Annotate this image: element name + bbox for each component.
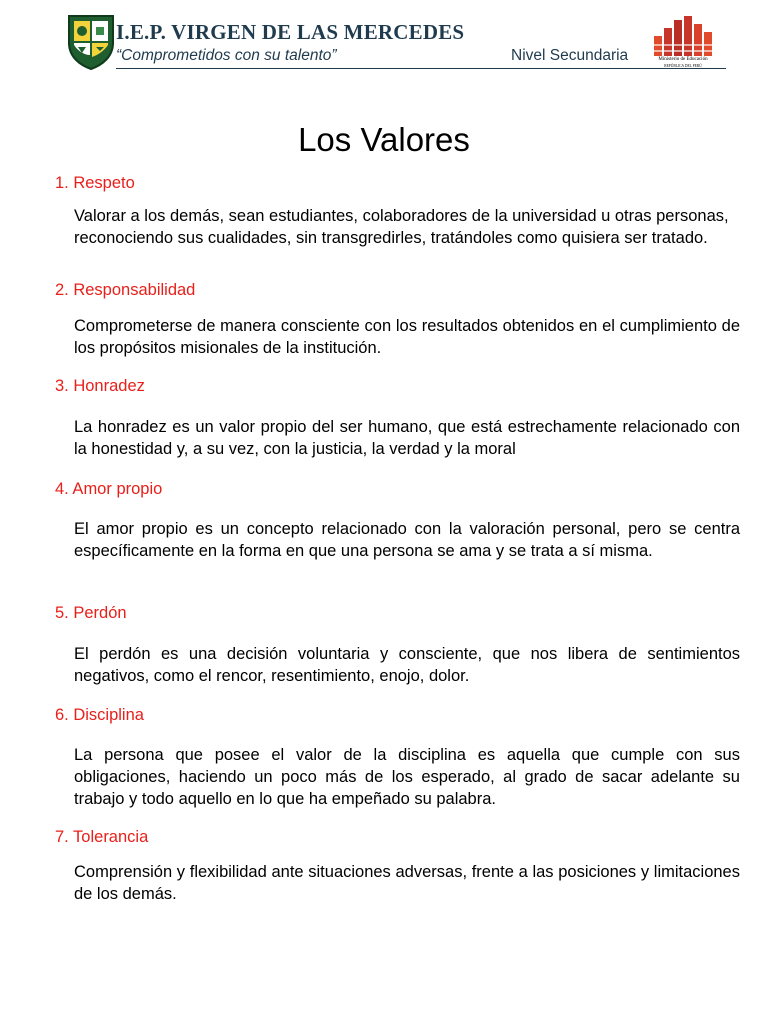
- section-heading-responsabilidad: 2. Responsabilidad: [55, 281, 196, 299]
- section-heading-amor-propio: 4. Amor propio: [55, 480, 163, 498]
- education-level: Nivel Secundaria: [511, 47, 629, 64]
- section-heading-perdon: 5. Perdón: [55, 604, 127, 622]
- section-heading-respeto: 1. Respeto: [55, 174, 135, 192]
- section-text-respeto: Valorar a los demás, sean estudiantes, colaboradores de la universidad u otras personas, reconociendo sus cualidades, sin transgredirles, tratándoles como quisiera ser tratado.: [74, 207, 729, 247]
- section-text-responsabilidad: Comprometerse de manera consciente con los resultados obtenidos en el cumplimiento de los propósitos misionales de la institución.: [74, 317, 740, 357]
- section-text-amor-propio: El amor propio es un concepto relacionado con la valoración personal, pero se centra específicamente en la forma en que una persona se ama y se trata a sí misma.: [74, 520, 740, 560]
- section-text-perdon: El perdón es una decisión voluntaria y consciente, que nos libera de sentimientos negativos, como el rencor, resentimiento, enojo, dolor.: [74, 645, 740, 685]
- section-text-tolerancia: Comprensión y flexibilidad ante situaciones adversas, frente a las posiciones y limitaciones de los demás.: [74, 863, 740, 903]
- ministry-country: REPÚBLICA DEL PERÚ: [664, 64, 702, 68]
- section-heading-honradez: 3. Honradez: [55, 377, 145, 395]
- page-title: Los Valores: [298, 121, 470, 158]
- school-name: I.E.P. VIRGEN DE LAS MERCEDES: [116, 20, 465, 44]
- header-divider: [116, 68, 726, 69]
- section-text-disciplina: La persona que posee el valor de la disciplina es aquella que cumple con sus obligaciones, haciendo un poco más de los esperado, al grado de sacar adelante su trabajo y todo aquello en lo que ha empeñado su palabra.: [74, 746, 740, 808]
- section-heading-tolerancia: 7. Tolerancia: [55, 828, 149, 846]
- section-text-honradez: La honradez es un valor propio del ser humano, que está estrechamente relacionado con la honestidad y, a su vez, con la justicia, la verdad y la moral: [74, 418, 740, 458]
- school-motto: “Comprometidos con su talento”: [116, 47, 337, 64]
- school-crest-icon: [66, 13, 116, 71]
- ministry-caption: [650, 57, 716, 69]
- document-header: [0, 0, 768, 80]
- section-heading-disciplina: 6. Disciplina: [55, 706, 144, 724]
- ministry-name: Ministerio de Educación: [658, 57, 708, 62]
